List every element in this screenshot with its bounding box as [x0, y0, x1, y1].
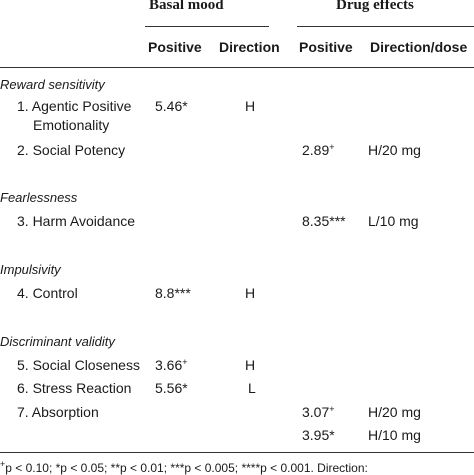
basal-value-social-closeness [155, 357, 188, 373]
basal-value-agentic: 5.46* [155, 98, 188, 114]
col-header-direction-dose: Direction/dose [370, 39, 468, 55]
drug-value-text: 3.07 [302, 404, 330, 420]
drug-direction-social-potency: H/20 mg [368, 142, 421, 158]
significance-marker: + [329, 404, 335, 414]
drug-value-text: 2.89 [302, 142, 330, 158]
col-header-positive-drug: Positive [299, 39, 353, 55]
significance-marker: + [182, 357, 188, 367]
drug-value-social-potency [302, 142, 335, 158]
drug-value-absorption-10mg: 3.95* [302, 427, 335, 443]
section-title-reward-sensitivity: Reward sensitivity [0, 77, 105, 92]
group-rule-basal [145, 26, 269, 27]
section-title-discriminant-validity: Discriminant validity [0, 334, 115, 349]
drug-direction-absorption-10mg: H/10 mg [368, 427, 421, 443]
footnote-marker: + [0, 459, 6, 469]
basal-value-text: 3.66 [155, 357, 183, 373]
basal-direction-agentic: H [245, 98, 256, 114]
row-label-social-potency: 2. Social Potency [17, 142, 126, 158]
col-header-positive-basal: Positive [148, 39, 202, 55]
basal-direction-stress-reaction: L [248, 380, 256, 396]
drug-direction-harm-avoidance: L/10 mg [368, 213, 419, 229]
section-title-fearlessness: Fearlessness [0, 190, 78, 205]
footnote-text: p < 0.10; *p < 0.05; **p < 0.01; ***p < 0.005; ****p < 0.001. Direction: [5, 461, 368, 475]
row-label-harm-avoidance: 3. Harm Avoidance [17, 213, 136, 229]
row-label-agentic-positive: 1. Agentic Positive [17, 98, 132, 114]
drug-value-harm-avoidance: 8.35*** [302, 213, 346, 229]
group-rule-drug [297, 26, 474, 27]
basal-direction-social-closeness: H [245, 357, 256, 373]
row-label-stress-reaction: 6. Stress Reaction [17, 380, 132, 396]
significance-marker: + [329, 142, 335, 152]
group-header-drug-effects: Drug effects [336, 0, 414, 13]
row-label-social-closeness: 5. Social Closeness [17, 357, 140, 373]
basal-direction-control: H [245, 285, 256, 301]
basal-value-stress-reaction: 5.56* [155, 380, 188, 396]
row-label-absorption: 7. Absorption [17, 404, 99, 420]
group-header-basal-mood: Basal mood [149, 0, 224, 13]
row-label-emotionality: Emotionality [33, 117, 110, 133]
section-title-impulsivity: Impulsivity [0, 262, 61, 277]
bottom-rule [0, 452, 474, 453]
basal-value-control: 8.8*** [155, 285, 191, 301]
header-rule [0, 67, 474, 68]
col-header-direction: Direction [219, 39, 280, 55]
drug-direction-absorption-20mg: H/20 mg [368, 404, 421, 420]
drug-value-absorption-20mg [302, 404, 335, 420]
row-label-control: 4. Control [17, 285, 78, 301]
